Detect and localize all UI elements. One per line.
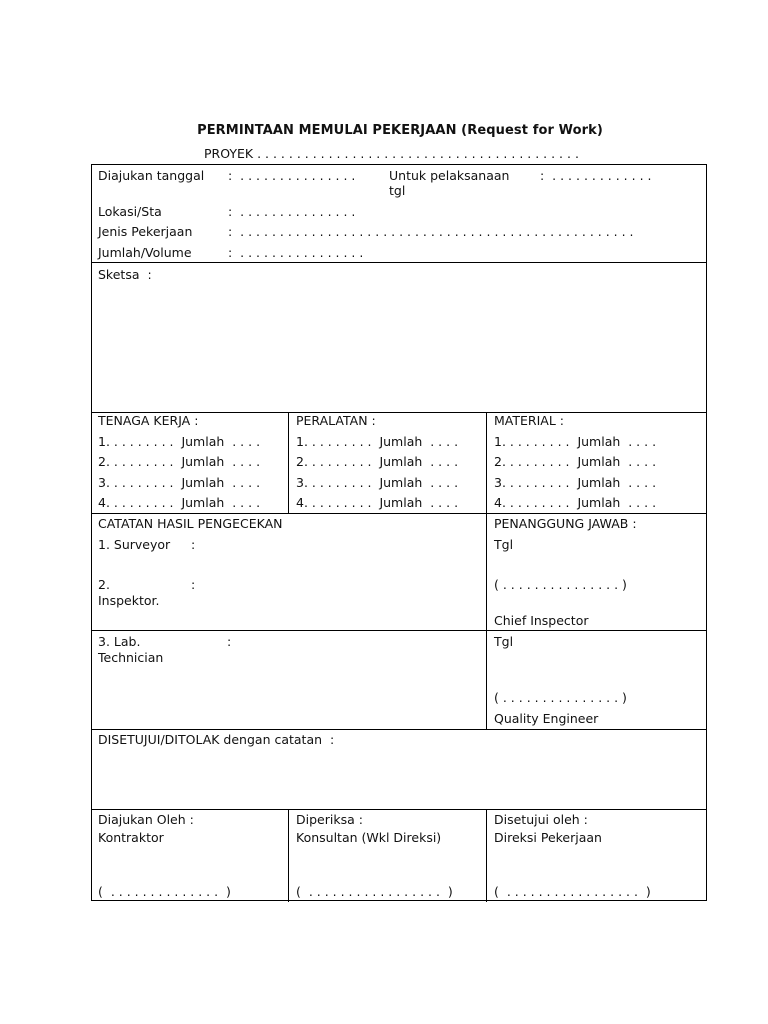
disetujui-oleh-label: Disetujui oleh : bbox=[494, 812, 588, 827]
jumlah-label: Jumlah/Volume bbox=[98, 245, 192, 260]
kontraktor-label: Kontraktor bbox=[98, 830, 164, 845]
proyek-line: PROYEK . . . . . . . . . . . . . . . . . . . . . . . . . . . . . . . . . . . . . . . . . bbox=[204, 146, 579, 161]
pelaksanaan-label: Untuk pelaksanaan bbox=[389, 168, 510, 183]
jenis-label: Jenis Pekerjaan bbox=[98, 224, 193, 239]
chief-inspector-label: Chief Inspector bbox=[494, 613, 589, 628]
diajukan-oleh-label: Diajukan Oleh : bbox=[98, 812, 194, 827]
divider bbox=[486, 513, 487, 730]
material-header: MATERIAL : bbox=[494, 413, 564, 428]
catatan-header: CATATAN HASIL PENGECEKAN bbox=[98, 516, 283, 531]
peralatan-item[interactable]: 3. . . . . . . . . Jumlah . . . . bbox=[296, 475, 459, 490]
direksi-label: Direksi Pekerjaan bbox=[494, 830, 602, 845]
divider bbox=[486, 412, 487, 513]
jumlah-field[interactable]: : . . . . . . . . . . . . . . . . bbox=[228, 245, 364, 260]
tgl-label: Tgl bbox=[494, 537, 514, 552]
tenaga-item[interactable]: 2. . . . . . . . . Jumlah . . . . bbox=[98, 454, 261, 469]
divider bbox=[92, 262, 706, 263]
material-item[interactable]: 3. . . . . . . . . Jumlah . . . . bbox=[494, 475, 657, 490]
request-form bbox=[91, 164, 707, 901]
tenaga-header: TENAGA KERJA : bbox=[98, 413, 199, 428]
penanggung-header: PENANGGUNG JAWAB : bbox=[494, 516, 637, 531]
peralatan-item[interactable]: 4. . . . . . . . . Jumlah . . . . bbox=[296, 495, 459, 510]
lab-label: Technician bbox=[98, 650, 164, 665]
sketsa-label: Sketsa : bbox=[98, 267, 152, 282]
peralatan-header: PERALATAN : bbox=[296, 413, 376, 428]
divider bbox=[92, 809, 706, 810]
inspektor-label: Inspektor. bbox=[98, 593, 160, 608]
divider bbox=[92, 513, 706, 514]
lab-colon: : bbox=[227, 634, 232, 649]
peralatan-item[interactable]: 2. . . . . . . . . Jumlah . . . . bbox=[296, 454, 459, 469]
quality-engineer-label: Quality Engineer bbox=[494, 711, 599, 726]
tenaga-item[interactable]: 1. . . . . . . . . Jumlah . . . . bbox=[98, 434, 261, 449]
konsultan-label: Konsultan (Wkl Direksi) bbox=[296, 830, 442, 845]
material-item[interactable]: 1. . . . . . . . . Jumlah . . . . bbox=[494, 434, 657, 449]
lokasi-field[interactable]: : . . . . . . . . . . . . . . . bbox=[228, 204, 356, 219]
material-item[interactable]: 2. . . . . . . . . Jumlah . . . . bbox=[494, 454, 657, 469]
pelaksanaan-label-tgl: tgl bbox=[389, 183, 406, 198]
surveyor-colon: : bbox=[191, 537, 196, 552]
lokasi-label: Lokasi/Sta bbox=[98, 204, 162, 219]
jenis-field[interactable]: : . . . . . . . . . . . . . . . . . . . . . . . . . . . . . . . . . . . . . . . . . . . . . . . . . . bbox=[228, 224, 634, 239]
divider bbox=[486, 809, 487, 902]
peralatan-item[interactable]: 1. . . . . . . . . Jumlah . . . . bbox=[296, 434, 459, 449]
diajukan-field[interactable]: : . . . . . . . . . . . . . . . bbox=[228, 168, 356, 183]
lab-label-number: 3. Lab. bbox=[98, 634, 141, 649]
pelaksanaan-field[interactable]: : . . . . . . . . . . . . . bbox=[540, 168, 652, 183]
form-title: PERMINTAAN MEMULAI PEKERJAAN (Request for Work) bbox=[197, 123, 603, 138]
material-item[interactable]: 4. . . . . . . . . Jumlah . . . . bbox=[494, 495, 657, 510]
divider bbox=[288, 809, 289, 902]
konsultan-signature[interactable]: ( . . . . . . . . . . . . . . . . . ) bbox=[296, 884, 453, 899]
chief-inspector-signature[interactable]: ( . . . . . . . . . . . . . . . ) bbox=[494, 577, 627, 592]
kontraktor-signature[interactable]: ( . . . . . . . . . . . . . . ) bbox=[98, 884, 231, 899]
diperiksa-label: Diperiksa : bbox=[296, 812, 363, 827]
direksi-signature[interactable]: ( . . . . . . . . . . . . . . . . . ) bbox=[494, 884, 651, 899]
tgl-label: Tgl bbox=[494, 634, 514, 649]
divider bbox=[288, 412, 289, 513]
tenaga-item[interactable]: 4. . . . . . . . . Jumlah . . . . bbox=[98, 495, 261, 510]
surveyor-label: 1. Surveyor bbox=[98, 537, 171, 552]
divider bbox=[92, 630, 706, 631]
quality-engineer-signature[interactable]: ( . . . . . . . . . . . . . . . ) bbox=[494, 690, 627, 705]
inspektor-label-number: 2. bbox=[98, 577, 110, 592]
approval-notes-label: DISETUJUI/DITOLAK dengan catatan : bbox=[98, 732, 335, 747]
diajukan-label: Diajukan tanggal bbox=[98, 168, 205, 183]
inspektor-colon: : bbox=[191, 577, 196, 592]
tenaga-item[interactable]: 3. . . . . . . . . Jumlah . . . . bbox=[98, 475, 261, 490]
divider bbox=[92, 729, 706, 730]
